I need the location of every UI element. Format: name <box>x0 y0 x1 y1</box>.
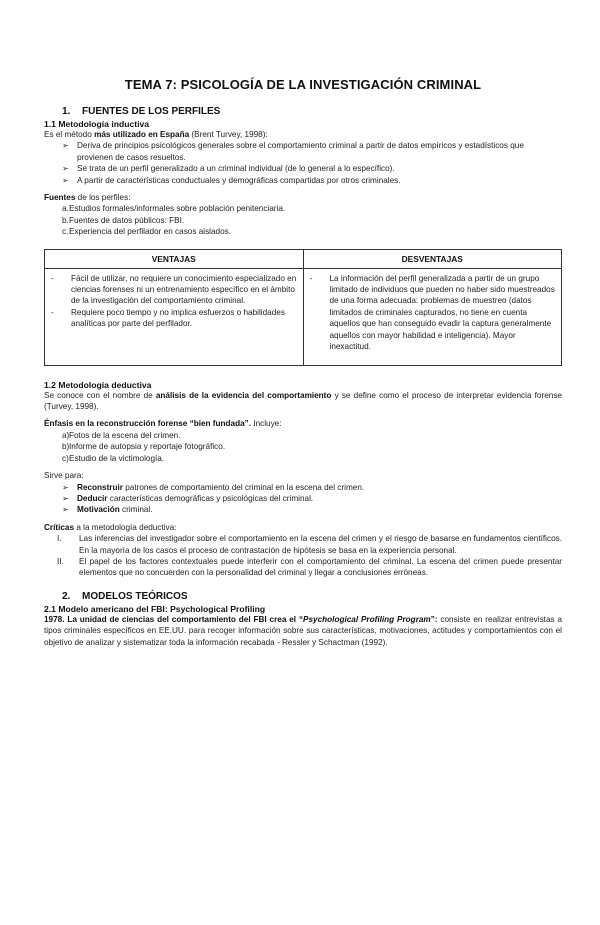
subsection-2-1-heading: 2.1 Modelo americano del FBI: Psychological Profiling <box>44 603 266 614</box>
list-item: c) Estudio de la victimología. <box>62 453 165 463</box>
deductive-intro: Se conoce con el nombre de análisis de la evidencia del comportamiento y se define como el proceso de interpretar evidencia forense (Turvey, 1998). <box>44 390 562 412</box>
table-cell-desventajas <box>303 268 562 365</box>
table-header-ventajas: VENTAJAS <box>45 249 304 268</box>
arrow-bullet-icon: ➢ <box>62 141 69 151</box>
list-item: I. Las inferencias del investigador sobre el comportamiento en la escena del crimen y el riesgo de basarse en fundamentos científicos. En la mayoría de los casos el proceso de contrastación de hipótesis se basa en la experiencia personal. <box>57 534 562 555</box>
table-header-desventajas: DESVENTAJAS <box>303 249 562 268</box>
section-1-heading: 1. FUENTES DE LOS PERFILES <box>62 106 221 117</box>
arrow-bullet-icon: ➢ <box>62 505 69 515</box>
serves-intro: Sirve para: <box>44 471 84 481</box>
document-page <box>0 77 600 925</box>
page-title: TEMA 7: PSICOLOGÍA DE LA INVESTIGACIÓN CRIMINAL <box>124 77 482 92</box>
list-item: ➢ A partir de características conductuales y demográficas compartidas por otros criminales. <box>62 175 401 185</box>
subsection-1-1-heading: 1.1 Metodología inductiva <box>44 119 150 129</box>
list-item: b. Fuentes de datos públicos: FBI. <box>62 215 185 225</box>
list-item: ➢ Reconstruir patrones de comportamiento del criminal en la escena del crimen. <box>62 482 365 492</box>
sources-intro: Fuentes de los perfiles: <box>44 193 131 203</box>
list-item: II. El papel de los factores contextuales puede interferir con el comportamiento del criminal. La escena del crimen puede presentar elementos que no concuerden con la personalidad del criminal y llegar a conclusiones erróneas. <box>57 556 562 578</box>
list-item: b) Informe de autopsia y reportaje fotográfico. <box>62 442 226 452</box>
list-item: a. Estudios formales/informales sobre población penitenciaria. <box>62 204 286 214</box>
arrow-bullet-icon: ➢ <box>62 493 69 503</box>
inductive-bullets <box>44 140 562 186</box>
subsection-1-2-heading: 1.2 Metodología deductiva <box>44 379 152 390</box>
list-item: - Requiere poco tiempo y no implica esfuerzos o habilidades analíticas por parte del perfilador. <box>51 307 285 329</box>
section-2-heading: 2. MODELOS TEÓRICOS <box>62 590 188 602</box>
serves-list <box>44 482 562 516</box>
emphasis-intro: Énfasis en la reconstrucción forense “bien fundada”. Incluye: <box>44 419 282 429</box>
arrow-bullet-icon: ➢ <box>62 482 69 492</box>
includes-list <box>44 430 562 464</box>
list-item: ➢ Se trata de un perfil generalizado a un criminal individual (de lo general a lo específico). <box>62 164 395 174</box>
list-item: a) Fotos de la escena del crimen. <box>62 430 181 440</box>
critics-intro: Críticas a la metodología deductiva: <box>44 522 177 532</box>
list-item: - Fácil de utilizar, no requiere un conocimiento especializado en ciencias forenses ni un entrenamiento específico en el ámbito de la investigación del comportamiento criminal. <box>51 273 297 306</box>
fbi-paragraph: 1978. La unidad de ciencias del comportamiento del FBI crea el “Psychological Profiling Program”: consiste en realizar entrevistas a tipos criminales específicos en EE.UU. para recoger información sobre sus características, motivaciones, actitudes y comportamientos con el objetivo de analizar y sistematizar toda la información recabada - Ressler y Schactman (1992). <box>44 614 563 647</box>
list-item: c. Experiencia del perfilador en casos aislados. <box>62 227 232 237</box>
list-item: ➢ Motivación criminal. <box>62 505 153 515</box>
sources-list <box>44 203 562 237</box>
inductive-intro: Es el método más utilizado en España (Brent Turvey, 1998): <box>44 130 268 139</box>
list-item: ➢ Deriva de principios psicológicos generales sobre el comportamiento criminal a partir de datos empíricos y estadísticos que provienen de casos resueltos. <box>62 141 524 162</box>
table-cell-ventajas <box>45 268 304 365</box>
list-item: ➢ Deducir características demográficas y psicológicas del criminal. <box>62 493 314 503</box>
arrow-bullet-icon: ➢ <box>62 175 69 185</box>
arrow-bullet-icon: ➢ <box>62 164 69 174</box>
list-item: - La información del perfil generalizada a partir de un grupo limitado de individuos que pueden no haber sido muestreados de una forma adecuada: problemas de muestreo (datos limitados de criminales capturados, no tiene en cuenta aquellos que han conseguido evadir la captura generalmente aquellos con mayor habilidad e inteligencia). Mayor inexactitud. <box>309 273 555 352</box>
pros-cons-table <box>44 249 562 366</box>
critics-list <box>44 533 562 579</box>
